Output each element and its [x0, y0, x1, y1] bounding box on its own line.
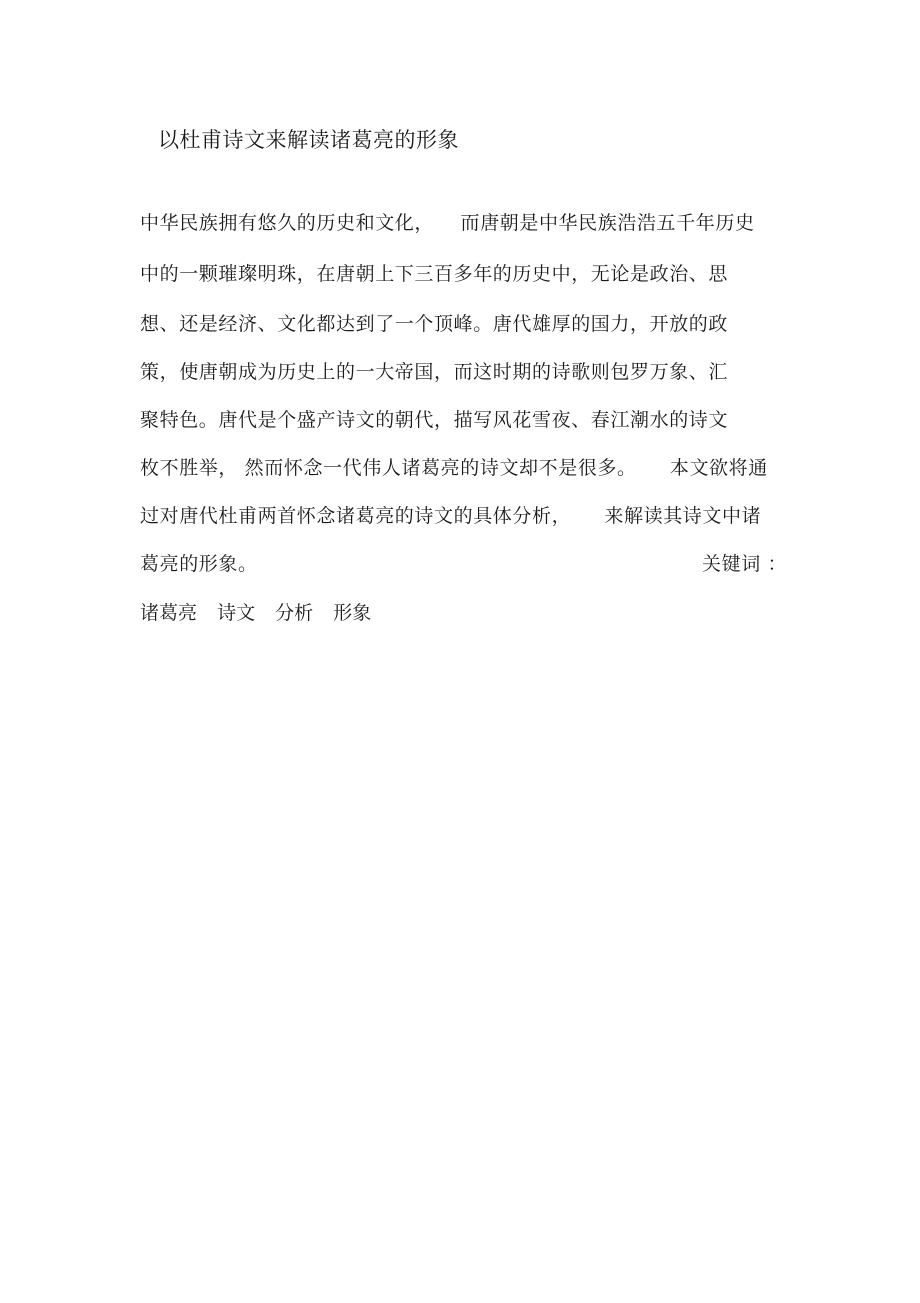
abstract-line: 过对唐代杜甫两首怀念诸葛亮的诗文的具体分析， 来解读其诗文中诸 [140, 505, 762, 527]
abstract-line: 中的一颗璀璨明珠，在唐朝上下三百多年的历史中，无论是政治、思 [140, 263, 729, 285]
keywords-list [140, 598, 385, 625]
abstract-line: 枚不胜举， 然而怀念一代伟人诸葛亮的诗文却不是很多。 本文欲将通 [140, 457, 768, 479]
keyword-item: 诗文 [217, 602, 256, 624]
keywords-label: 关键词 ： [702, 553, 788, 575]
keyword-item: 诸葛亮 [140, 602, 198, 624]
keyword-item: 形象 [333, 602, 372, 624]
abstract-line: 聚特色。唐代是个盛产诗文的朝代，描写风花雪夜、春江潮水的诗文 [140, 409, 729, 431]
document-title: 以杜甫诗文来解读诸葛亮的形象 [158, 128, 459, 152]
abstract-line: 葛亮的形象。 [140, 553, 258, 575]
abstract-line: 中华民族拥有悠久的历史和文化， 而唐朝是中华民族浩浩五千年历史 [140, 212, 755, 234]
abstract-line: 策，使唐朝成为历史上的一大帝国，而这时期的诗歌则包罗万象、汇 [140, 361, 729, 383]
keyword-item: 分析 [275, 602, 314, 624]
abstract-line: 想、还是经济、文化都达到了一个顶峰。唐代雄厚的国力，开放的政 [140, 313, 729, 335]
